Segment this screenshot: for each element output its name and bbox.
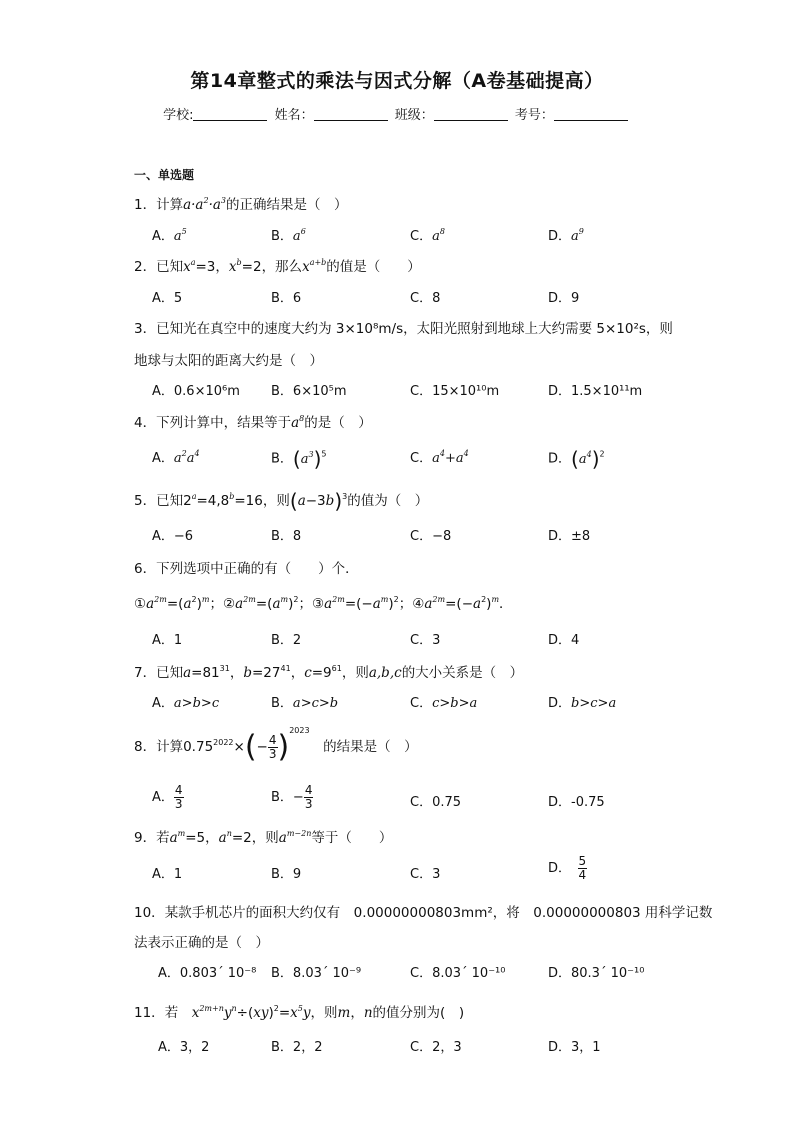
question-number: 7． xyxy=(134,665,157,681)
question-9: 9．若$a^m=5$，$a^n=2$，则$a^{m-2n}$等于（ ） xyxy=(134,829,393,846)
option-d: D．$(a^4)^2$ xyxy=(548,447,605,471)
option-c: C．3 xyxy=(410,867,441,882)
question-3-line-2: 地球与太阳的距离大约是（ ） xyxy=(134,353,323,369)
question-text: 的是（ ） xyxy=(304,415,372,431)
option-c: C．$a^4+a^4$ xyxy=(410,449,469,466)
question-text: 若 xyxy=(156,830,170,846)
option-d: D．±8 xyxy=(548,529,591,544)
school-blank xyxy=(193,108,267,121)
option-d: D．80.3´ 10⁻¹⁰ xyxy=(548,966,645,981)
question-number: 9． xyxy=(134,830,157,846)
question-text: 下列选项中正确的有（ ）个． xyxy=(156,561,359,577)
question-text: 已知 xyxy=(156,493,184,509)
question-10 xyxy=(134,901,712,921)
question-text: 的值是（ ） xyxy=(326,259,421,275)
option-b: B．8 xyxy=(271,529,302,544)
question-text: 的值分别为( ) xyxy=(372,1005,465,1021)
name-blank xyxy=(314,108,388,121)
question-3 xyxy=(134,317,673,337)
option-c: C．$a^8$ xyxy=(410,227,445,244)
question-number: 6． xyxy=(134,561,157,577)
question-text: 等于（ ） xyxy=(311,830,393,846)
question-text: 下列计算中，结果等于 xyxy=(156,415,292,431)
class-label: 班级： xyxy=(394,108,434,123)
question-number: 5． xyxy=(134,493,157,509)
question-number: 1． xyxy=(134,197,157,213)
option-b: B．6 xyxy=(271,291,302,306)
section-heading: 一、单选题 xyxy=(134,168,195,182)
option-c: C．0.75 xyxy=(410,795,462,810)
question-text: 的结果是（ ） xyxy=(323,739,418,755)
option-b: B．− $\frac{4}{3}$ xyxy=(271,783,313,811)
school-label: 学校: xyxy=(163,108,194,123)
exam-no-blank xyxy=(554,108,628,121)
option-a: A．1 xyxy=(152,633,183,648)
option-a: A．0.803´ 10⁻⁸ xyxy=(158,966,257,981)
question-number: 3． xyxy=(134,321,157,337)
question-number: 8． xyxy=(134,739,157,755)
option-b: B．a>c>b xyxy=(271,696,339,711)
option-b: B．9 xyxy=(271,867,302,882)
question-text: 计算 xyxy=(156,197,184,213)
option-a: A．a>b>c xyxy=(152,696,220,711)
question-number: 10． xyxy=(134,905,165,921)
option-d: D．9 xyxy=(548,291,580,306)
student-info-line xyxy=(0,104,794,123)
question-5: 5．已知$2^a=4,8^b=16$，则$(a-3b)^3$的值为（ ） xyxy=(134,489,429,513)
option-b: B．8.03´ 10⁻⁹ xyxy=(271,966,362,981)
option-d: D．3，1 xyxy=(548,1040,601,1055)
option-b: B．6×10⁵m xyxy=(271,384,347,399)
question-text: 计算 xyxy=(156,739,184,755)
question-8: 8．计算$0.75^{2022}\times(-$ $\frac{4}{3}$ )$^{2023}$ 的结果是（ ） xyxy=(134,726,418,765)
option-d: D．4 xyxy=(548,633,580,648)
name-label: 姓名： xyxy=(274,108,314,123)
option-d: D．-0.75 xyxy=(548,795,605,810)
question-text: 的值为（ ） xyxy=(347,493,429,509)
option-a: A．$a^2a^4$ xyxy=(152,449,200,466)
option-a: A．−6 xyxy=(152,529,194,544)
option-c: C．8.03´ 10⁻¹⁰ xyxy=(410,966,506,981)
option-c: C．8 xyxy=(410,291,441,306)
option-a: A．$a^5$ xyxy=(152,227,187,244)
option-d: D．b>c>a xyxy=(548,696,617,711)
question-1: 1．计算$a\cdot a^2\cdot a^3$的正确结果是（ ） xyxy=(134,196,348,213)
option-c: C．c>b>a xyxy=(410,696,478,711)
question-number: 11． xyxy=(134,1005,165,1021)
exam-no-label: 考号： xyxy=(514,108,554,123)
option-b: B．2 xyxy=(271,633,302,648)
option-a: A． $\frac{4}{3}$ xyxy=(152,783,183,811)
question-2: 2．已知$x^a=3$，$x^b=2$，那么$x^{a+b}$的值是（ ） xyxy=(134,258,421,275)
option-a: A．3，2 xyxy=(158,1040,210,1055)
option-c: C．−8 xyxy=(410,529,452,544)
option-c: C．15×10¹⁰m xyxy=(410,384,500,399)
option-b: B．$(a^3)^5$ xyxy=(271,447,327,471)
option-b: B．2，2 xyxy=(271,1040,323,1055)
option-d: D．$a^9$ xyxy=(548,227,584,244)
question-text: 已知光在真空中的速度大约为 3×10⁸m/s，太阳光照射到地球上大约需要 5×10²s，则 xyxy=(156,321,673,337)
option-d: D． $\frac{5}{4}$ xyxy=(548,854,587,882)
question-text: 某款手机芯片的面积大约仅有 0.00000000803mm²，将 0.00000000803 用科学记数 xyxy=(164,905,713,921)
question-text: 的大小关系是（ ） xyxy=(401,665,524,681)
option-d: D．1.5×10¹¹m xyxy=(548,384,643,399)
page-title: 第14章整式的乘法与因式分解（A卷基础提高） xyxy=(190,70,604,92)
option-b: B．$a^6$ xyxy=(271,227,306,244)
question-4: 4．下列计算中，结果等于$a^8$的是（ ） xyxy=(134,414,372,431)
question-text: 若 xyxy=(164,1005,179,1021)
question-7: 7．已知$a=81^{31}$，$b=27^{41}$，$c=9^{61}$，则a,b,c的大小关系是（ ） xyxy=(134,664,524,681)
question-11: 11．若 $x^{2m+n}y^n\div(xy)^2=x^5y$，则m，n的值分别为( ) xyxy=(134,1004,465,1021)
question-10-line-2: 法表示正确的是（ ） xyxy=(134,935,269,951)
question-text: 已知 xyxy=(156,259,184,275)
option-c: C．2，3 xyxy=(410,1040,462,1055)
question-text: 的正确结果是（ ） xyxy=(226,197,348,213)
class-blank xyxy=(434,108,508,121)
question-number: 4． xyxy=(134,415,157,431)
question-6 xyxy=(134,557,359,577)
question-text: 已知 xyxy=(156,665,184,681)
question-text: ，那么 xyxy=(261,259,303,275)
option-a: A．5 xyxy=(152,291,183,306)
question-6-statements: $①a^{2m}=(a^2)^m$；$②a^{2m}=(a^m)^2$；$③a^{2m}=(-a^m)^2$；$④a^{2m}=(-a^2)^m$． xyxy=(134,595,513,612)
option-c: C．3 xyxy=(410,633,441,648)
option-a: A．0.6×10⁶m xyxy=(152,384,240,399)
option-a: A．1 xyxy=(152,867,183,882)
question-number: 2． xyxy=(134,259,157,275)
